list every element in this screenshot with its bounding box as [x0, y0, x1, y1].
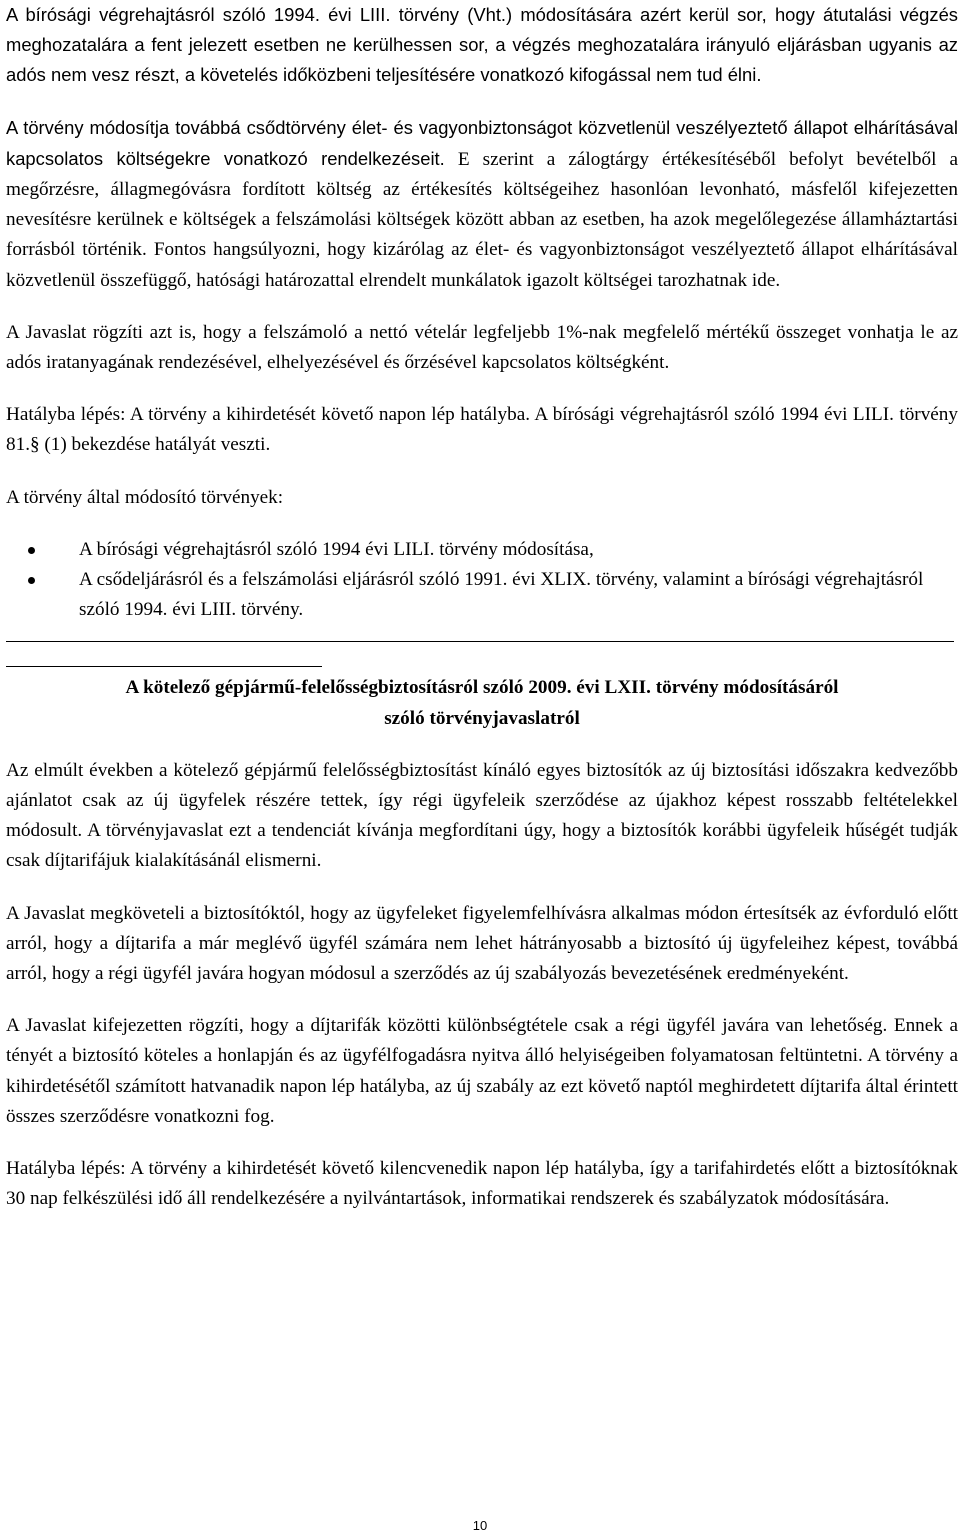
bullet-icon: [28, 547, 35, 554]
insolvency-costs-lead: A törvény módosítja továbbá csődtörvény élet- és vagyonbiztonságot közvetlenül veszélyeztető állapot elhárításával kapcsolatos költségekre vonatkozó rendelkezéseit.: [6, 116, 958, 169]
page-number: 10: [472, 1518, 488, 1533]
insolvency-costs-paragraph: [6, 113, 958, 296]
list-item-text: A csődeljárásról és a felszámolási eljárásról szóló 1991. évi XLIX. törvény, valamint a bírósági végrehajtásról szóló 1994. évi LIII. törvény.: [79, 569, 924, 621]
insolvency-costs-body: E szerint a zálogtárgy értékesítéséből befolyt bevételből a megőrzésre, állagmegóvásra fordított költség az értékesítés költségeihez hasonlóan levonható, másfelől kifejezetten nevesítésre kerülnek e költségek a felszámolási költségek között abban az esetben, ha azok megelőlegezése államháztartási forrásból történik. Fontos hangsúlyozni, hogy kizárólag az élet- és vagyonbiztonságot veszélyeztető állapot elhárításával közvetlenül összefüggő, hatósági határozattal elrendelt munkálatok igazolt költségei tarozhatnak ide.: [6, 148, 958, 291]
section-divider: [6, 641, 954, 642]
amended-laws-list: [6, 535, 958, 626]
section-heading-line-1: A kötelező gépjármű-felelősségbiztosításról szóló 2009. évi LXII. törvény módosításáról: [125, 677, 839, 699]
list-item-text: A bírósági végrehajtásról szóló 1994 évi LILI. törvény módosítása,: [79, 538, 594, 560]
entry-into-force-paragraph-1: Hatályba lépés: A törvény a kihirdetését követő napon lép hatályba. A bírósági végrehajtásról szóló 1994 évi LILI. törvény 81.§ (1) bekezdése hatályát veszti.: [6, 404, 958, 456]
insurance-background-paragraph: Az elmúlt években a kötelező gépjármű felelősségbiztosítást kínáló egyes biztosítók az új biztosítási időszakra kedvezőbb ajánlatot csak az új ügyfelek részére tettek, így régi ügyfeleik szerződése az újakhoz képest rosszabb feltételekkel módosult. A törvényjavaslat ezt a tendenciát kívánja megfordítani úgy, hogy a biztosítók korábbi ügyfeleik hűségét tudják csak díjtarifájuk kialakításánál elismerni.: [6, 759, 958, 872]
entry-into-force-paragraph-2: Hatályba lépés: A törvény a kihirdetését követő kilencvenedik napon lép hatályba, így a tarifahirdetés előtt a biztosítóknak 30 nap felkészülési idő áll rendelkezésére a nyilvántartások, informatikai rendszerek és szabályzatok módosítására.: [6, 1158, 958, 1210]
amended-laws-label: A törvény által módosító törvények:: [6, 486, 284, 508]
tariff-differentiation-paragraph: A Javaslat kifejezetten rögzíti, hogy a díjtarifák közötti különbségtétele csak a régi ügyfél javára van lehetőség. Ennek a tényét a biztosító köteles a honlapján és az ügyfélfogadásra nyitva álló helyiségeiben folyamatosan feltüntetni. A törvény a kihirdetésétől számított hatvanadik napon lép hatályba, az új szabály az ezt követő naptól meghirdetett díjtarifa által érintett összes szerződésre vonatkozni fog.: [6, 1015, 958, 1127]
section-heading: [6, 673, 958, 733]
document-page: [6, 0, 958, 1215]
list-item: [6, 565, 958, 625]
bullet-icon: [28, 577, 35, 584]
insurer-notification-paragraph: A Javaslat megköveteli a biztosítóktól, hogy az ügyfeleket figyelemfelhívásra alkalmas módon értesítsék az évforduló előtt arról, hogy a díjtarifa a már meglévő ügyfél számára nem lehet hátrányosabb a biztosító új ügyfeleihez képest, továbbá arról, hogy a régi ügyfél javára hogyan módosul a szerződés az új szabályozás bevezetésének eredményeként.: [6, 902, 958, 985]
section-heading-line-2: szóló törvényjavaslatról: [384, 707, 580, 729]
liquidator-costs-paragraph: A Javaslat rögzíti azt is, hogy a felszámoló a nettó vételár legfeljebb 1%-nak megfelelő mértékű összeget vonhatja le az adós iratanyagának rendezésével, elhelyezésével és őrzésével kapcsolatos költségként.: [6, 321, 958, 374]
intro-paragraph: A bírósági végrehajtásról szóló 1994. évi LIII. törvény (Vht.) módosítására azért kerül sor, hogy átutalási végzés meghozatalára a fent jelezett esetben ne kerülhessen sor, a végzés meghozatalára irányuló eljárásban ugyanis az adós nem vesz részt, a követelés időközbeni teljesítésére vonatkozó kifogással nem tud élni.: [6, 4, 958, 86]
list-item: [6, 535, 958, 565]
footnote-separator: [6, 666, 322, 667]
